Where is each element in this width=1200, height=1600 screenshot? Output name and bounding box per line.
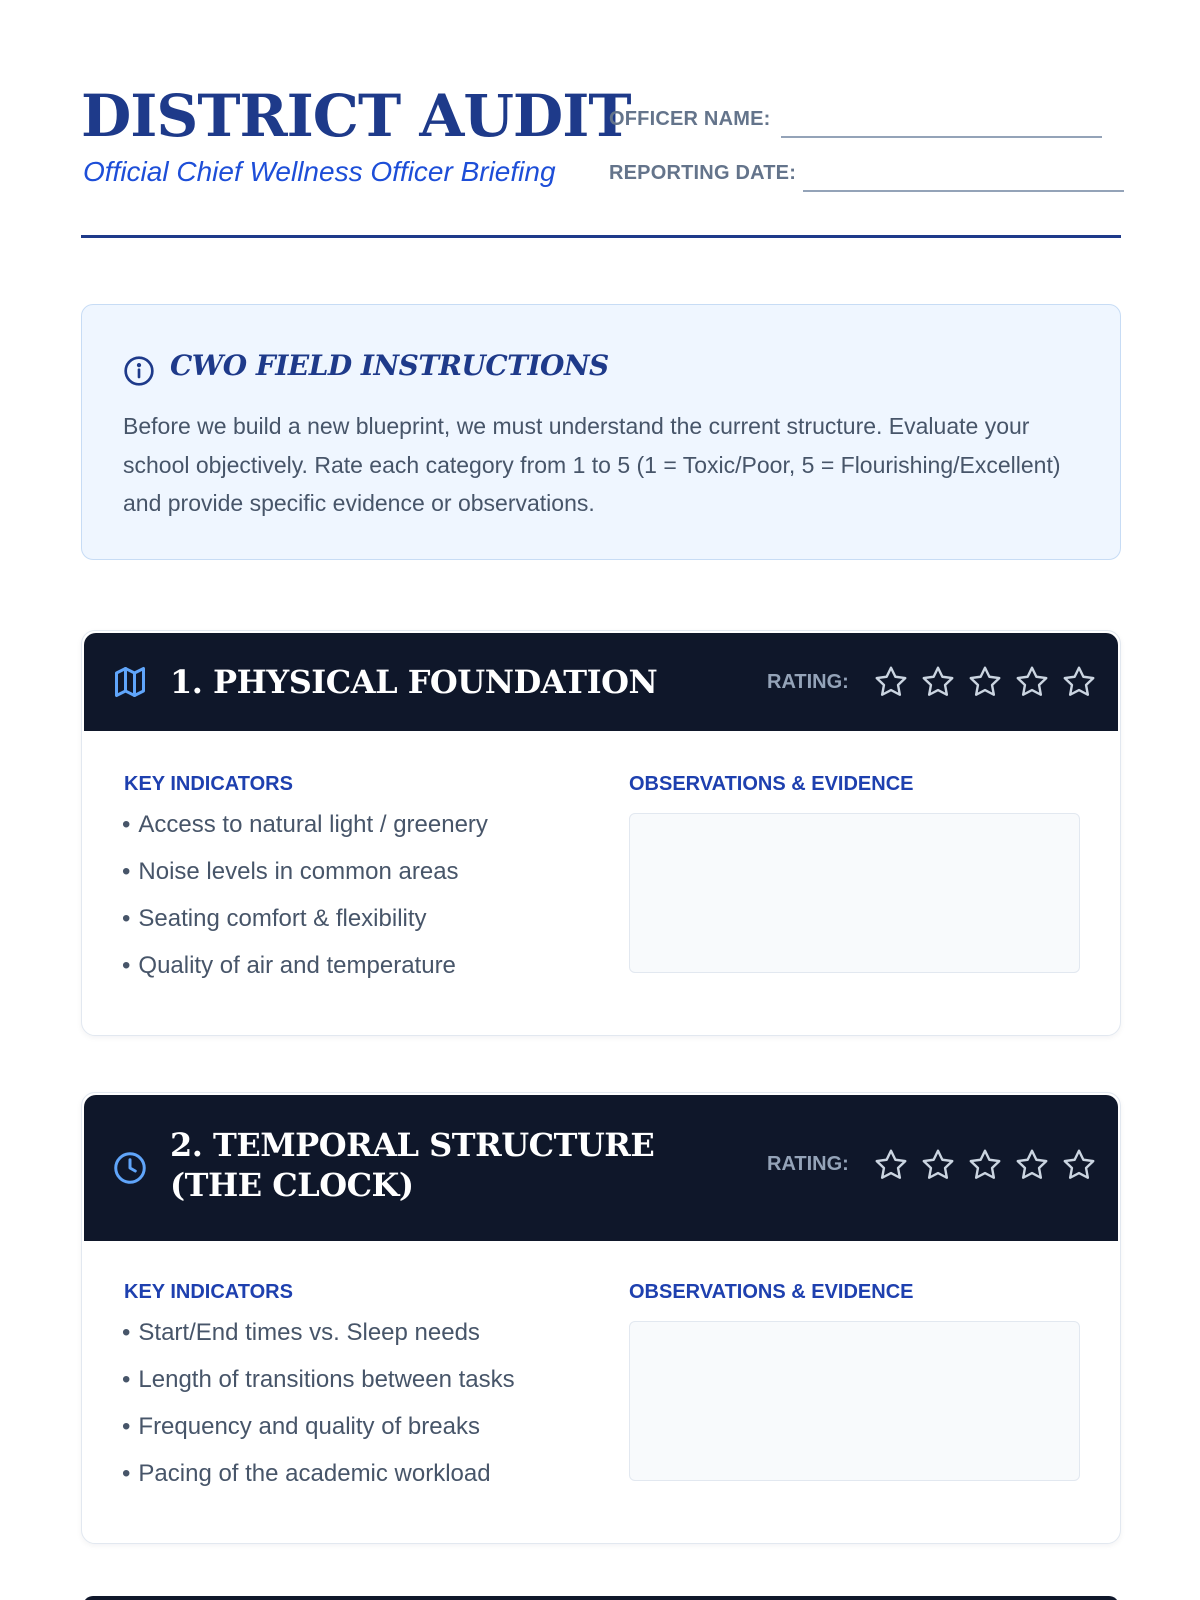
list-item: • Quality of air and temperature: [122, 942, 488, 989]
list-item: • Pacing of the academic workload: [122, 1450, 515, 1497]
page-header: [81, 80, 1121, 238]
instructions-panel: [81, 304, 1121, 560]
officer-name-label: OFFICER NAME:: [609, 108, 771, 130]
star-icon[interactable]: [1061, 664, 1097, 700]
info-circle-icon: [123, 355, 155, 387]
observations-textarea[interactable]: [629, 813, 1080, 973]
section-title: 1. PHYSICAL FOUNDATION: [170, 663, 658, 701]
star-icon[interactable]: [873, 1147, 909, 1183]
indicator-list: [122, 1309, 515, 1497]
star-icon[interactable]: [1014, 664, 1050, 700]
star-rating: [873, 664, 1108, 700]
list-item: • Seating comfort & flexibility: [122, 895, 488, 942]
indicator-list: [122, 801, 488, 989]
observations-label: OBSERVATIONS & EVIDENCE: [629, 773, 914, 795]
rating-label: RATING:: [767, 1153, 849, 1175]
section-header: [84, 1095, 1118, 1241]
map-icon: [112, 664, 148, 700]
star-icon[interactable]: [967, 1147, 1003, 1183]
observations-label: OBSERVATIONS & EVIDENCE: [629, 1281, 914, 1303]
star-rating: [873, 1147, 1108, 1183]
officer-name-field[interactable]: [781, 136, 1102, 138]
list-item: • Access to natural light / greenery: [122, 801, 488, 848]
section-card-physical: [81, 630, 1121, 1036]
star-icon[interactable]: [967, 664, 1003, 700]
list-item: • Length of transitions between tasks: [122, 1356, 515, 1403]
list-item: • Noise levels in common areas: [122, 848, 488, 895]
star-icon[interactable]: [1014, 1147, 1050, 1183]
star-icon[interactable]: [873, 664, 909, 700]
instructions-body: Before we build a new blueprint, we must understand the current structure. Evaluate your school objectively. Rate each category from 1 to 5 (1 = Toxic/Poor, 5 = Flourishing/Excellent) and provide specific evidence or observations.: [123, 413, 1061, 516]
section-title: 2. TEMPORAL STRUCTURE (THE CLOCK): [170, 1126, 655, 1204]
star-icon[interactable]: [920, 664, 956, 700]
star-icon[interactable]: [1061, 1147, 1097, 1183]
page-subtitle: Official Chief Wellness Officer Briefing: [83, 156, 556, 187]
star-icon[interactable]: [920, 1147, 956, 1183]
reporting-date-label: REPORTING DATE:: [609, 162, 797, 184]
section-card-next: [83, 1596, 1119, 1600]
page-title: DISTRICT AUDIT: [81, 82, 631, 150]
reporting-date-field[interactable]: [803, 190, 1124, 192]
key-indicators-label: KEY INDICATORS: [124, 773, 293, 795]
key-indicators-label: KEY INDICATORS: [124, 1281, 293, 1303]
section-card-temporal: [81, 1092, 1121, 1544]
list-item: • Start/End times vs. Sleep needs: [122, 1309, 515, 1356]
clock-icon: [112, 1150, 148, 1186]
section-header: [84, 633, 1118, 731]
observations-textarea[interactable]: [629, 1321, 1080, 1481]
list-item: • Frequency and quality of breaks: [122, 1403, 515, 1450]
rating-label: RATING:: [767, 671, 849, 693]
instructions-title: CWO FIELD INSTRUCTIONS: [170, 349, 609, 382]
